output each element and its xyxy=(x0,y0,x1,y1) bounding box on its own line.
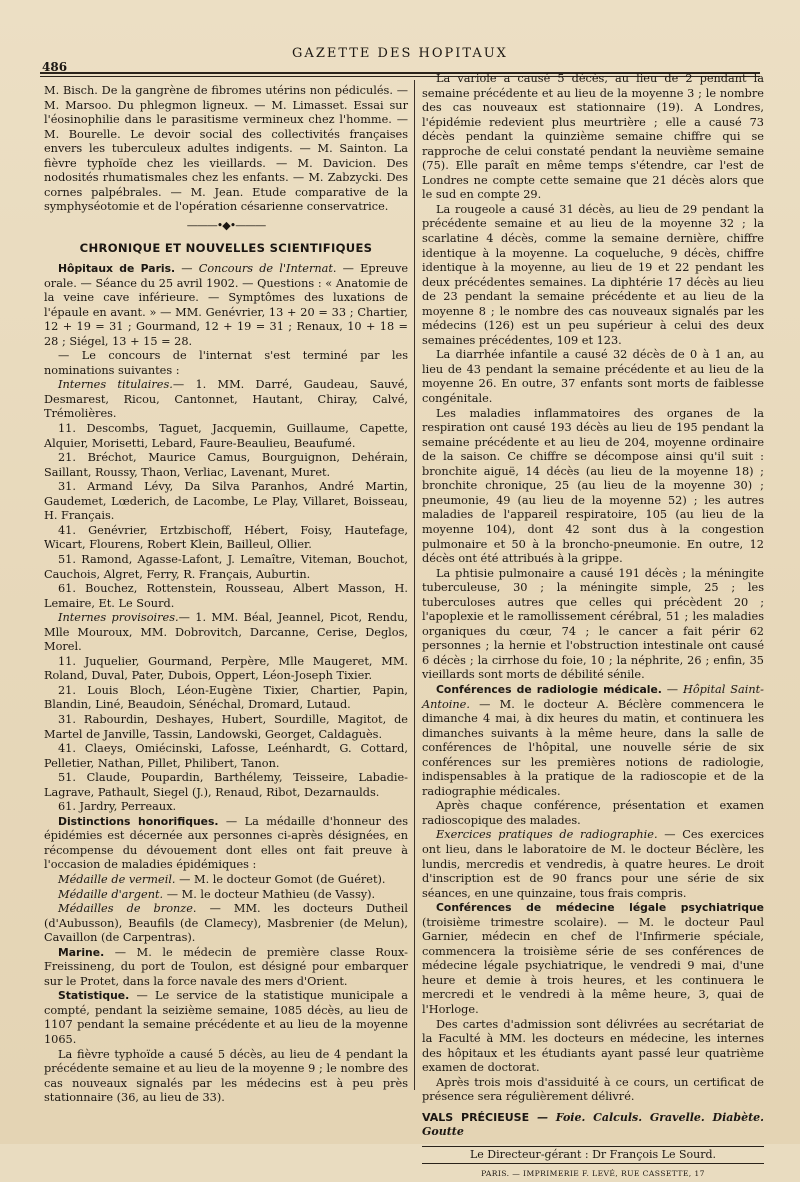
advert-title: VALS PRÉCIEUSE xyxy=(422,1110,530,1124)
list-item: 11. Juquelier, Gourmand, Perpère, Mlle Maugeret, MM. Roland, Duval, Pater, Dubois, Oppert, Léon-Joseph Tixier. xyxy=(44,654,408,683)
paragraph-marine xyxy=(44,946,408,990)
paragraph-distinctions xyxy=(44,815,408,873)
rubric-radiologie: Conférences de radiologie médicale. xyxy=(436,682,662,696)
list-item: 21. Bréchot, Maurice Camus, Bourguignon, Dehérain, Saillant, Roussy, Thaon, Verliac, Lavenant, Muret. xyxy=(44,451,408,479)
column-divider xyxy=(414,80,415,1090)
paragraph-text: — 1. MM. Darré, Gaudeau, Sauvé, Desmarest, Ricou, Cantonnet, Hautant, Chiray, Calvé, Trémolières. xyxy=(44,378,408,421)
paragraph-text: — 1. MM. Béal, Jeannel, Picot, Rendu, Mlle Mouroux, MM. Dobrovitch, Darcanne, Cerise, Deglos, Morel. xyxy=(44,611,408,654)
thesis-list: M. Bisch. De la gangrène de fibromes utérins non pédiculés. — M. Marsoo. Du phlegmon ligneux. — M. Limasset. Essai sur l'éosinophilie dans le parasitisme vermineux chez l'homme. — M. Bourelle. Le devoir social des collectivités françaises envers les tuberculeux adultes indigents. — M. Sainton. La fièvre typhoïde chez les vieillards. — M. Davicion. Des nodosités rhumatismales chez les enfants. — M. Zabzycki. Des cornes palpébrales. — M. Jean. Etude comparative de la symphyséotomie et de l'opération césarienne conservatrice. xyxy=(44,84,408,214)
rubric-psychiatrique: Conférences de médecine légale psychiatrique xyxy=(436,901,764,915)
paragraph-text: — M. le médecin de première classe Roux-Freissineng, du port de Toulon, est désigné pour embarquer sur le Protet, dans la force navale des mers d'Orient. xyxy=(44,945,409,988)
paragraph-text: — La médaille d'honneur des épidémies est décernée aux personnes ci-après désignées, en récompense du dévouement dont elles ont fait preuve à l'occasion de maladies épidémiques : xyxy=(44,814,408,872)
paragraph-psychiatrique xyxy=(422,901,764,1017)
printer-line: PARIS. — IMPRIMERIE F. LEVÉ, RUE CASSETTE, 17 xyxy=(481,1169,705,1179)
label-provisoires: Internes provisoires. xyxy=(58,611,179,625)
paragraph-text: — Epreuve orale. — Séance du 25 avril 1902. — Questions : « Anatomie de la veine cave inférieure. — Symptômes des luxations de l'épaule en avant. » — MM. Genévrier, 13 + 20 = 33 ; Chartier, 12 + 19 = 31 ; Gourmand, 12 + 19 = 31 ; Renaux, 10 + 18 = 28 ; Siégel, 13 + 15 = 28. xyxy=(44,262,409,348)
rubric-marine: Marine. xyxy=(58,945,105,959)
paragraph-nominations: — Le concours de l'internat s'est terminé par les nominations suivantes : xyxy=(44,349,408,377)
list-item: 11. Descombs, Taguet, Jacquemin, Guillaume, Capette, Alquier, Morisetti, Lebard, Faure-Beaulieu, Beaufumé. xyxy=(44,422,408,450)
section-title: CHRONIQUE ET NOUVELLES SCIENTIFIQUES xyxy=(79,241,373,256)
list-item: 61. Bouchez, Rottenstein, Rousseau, Albert Masson, H. Lemaire, Et. Le Sourd. xyxy=(44,582,408,610)
medal-label: Médailles de bronze. xyxy=(58,902,197,916)
paragraph-admission: Des cartes d'admission sont délivrées au secrétariat de la Faculté à MM. les docteurs en médecine, les internes des hôpitaux et les étudiants ayant passé leur quatrième examen de doctorat. xyxy=(422,1017,764,1075)
paragraph-text: (troisième trimestre scolaire). — M. le docteur Paul Garnier, médecin en chef de l'Infirmerie spéciale, commencera la troisième série de ses conférences de médecine légale psychiatrique, le vendredi 9 mai, d'une heure et demie à trois heures, et les continuera le mercredi et le vendredi à la même heure, 3, quai de l'Horloge. xyxy=(422,915,764,1016)
list-item: 31. Rabourdin, Deshayes, Hubert, Sourdille, Magitot, de Martel de Janville, Tassin, Landowski, Georget, Caldaguès. xyxy=(44,712,408,741)
rubric-statistique: Statistique. xyxy=(58,989,130,1003)
medal-label: Médaille de vermeil. xyxy=(58,872,176,886)
paragraph-hopitaux: Hôpitaux de Paris. — Concours de l'Internat. — Epreuve orale. — Séance du 25 avril 1902. — Questions : « Anatomie de la veine cave inférieure. — Symptômes des luxations de l'épaule en avant. » — MM. Genévrier, 13 + 20 = 33 ; Chartier, 12 + 19 = 31 ; Gourmand, 12 + 19 = 31 ; Renaux, 10 + 18 = 28 ; Siégel, 13 + 15 = 28. xyxy=(44,262,409,348)
paragraph-diarrhee: La diarrhée infantile a causé 32 décès de 0 à 1 an, au lieu de 43 pendant la semaine précédente et au lieu de la moyenne 26. En outre, 37 enfants sont morts de faiblesse congénitale. xyxy=(422,348,764,406)
paragraph-variole: La variole a causé 5 décès, au lieu de 2 pendant la semaine précédente et au lieu de la moyenne 3 ; le nombre des cas nouveaux est stationnaire (19). A Londres, l'épidémie redevient plus meurtrière ; elle a causé 73 décès pendant la quinzième semaine chiffre qui se rapproche de celui constaté pendant la neuvième semaine (75). Elle paraît en même temps s'étendre, car l'est de Londres ne compte cette semaine que 21 décès alors que le sud en compte 29. xyxy=(422,72,764,202)
advert-vals xyxy=(422,1111,764,1140)
running-title: GAZETTE DES HOPITAUX xyxy=(292,46,508,61)
rubric-hopitaux: Hôpitaux de Paris. xyxy=(58,262,176,276)
list-item: 41. Genévrier, Ertzbischoff, Hébert, Foisy, Hautefage, Wicart, Flourens, Robert Klein, Bailleul, Ollier. xyxy=(44,523,408,552)
paragraph-typhoide: La fièvre typhoïde a causé 5 décès, au lieu de 4 pendant la précédente semaine et au lieu de la moyenne 9 ; le nombre des cas nouveaux signalés par les médecins est à peu près stationnaire (36, au lieu de 33). xyxy=(44,1047,408,1105)
rubric-distinctions: Distinctions honorifiques. xyxy=(58,814,219,828)
paragraph-provisoires xyxy=(44,611,408,655)
list-item: 41. Claeys, Omiécinski, Lafosse, Leénhardt, G. Cottard, Pelletier, Nathan, Pillet, Philibert, Tanon. xyxy=(44,742,408,770)
paragraph-text: — M. le docteur Mathieu (de Vassy). xyxy=(166,887,376,901)
list-item: 21. Louis Bloch, Léon-Eugène Tixier, Chartier, Papin, Blandin, Liné, Beaudoin, Sénéchal, Dromard, Lutaud. xyxy=(44,683,408,712)
label-titulaires: Internes titulaires. xyxy=(58,378,173,392)
paragraph-text: — MM. les docteurs Dutheil (d'Aubusson), Beaufils (de Clamecy), Masbrenier (de Melun), Cavaillon (de Carpentras). xyxy=(44,902,409,945)
paragraph-titulaires xyxy=(44,378,408,422)
medal-vermeil xyxy=(44,873,408,888)
page-number: 486 xyxy=(42,60,68,74)
right-column xyxy=(422,72,764,1182)
list-item: 51. Ramond, Agasse-Lafont, J. Lemaître, Viteman, Bouchot, Cauchois, Algret, Ferry, R. Français, Auburtin. xyxy=(44,552,408,581)
paragraph-exercices xyxy=(422,828,764,901)
advert-text: — Foie. Calculs. Gravelle. Diabète. Goutte xyxy=(422,1110,764,1139)
paragraph-presentation: Après chaque conférence, présentation et examen radioscopique des malades. xyxy=(422,799,764,827)
paragraph-respiration: Les maladies inflammatoires des organes de la respiration ont causé 193 décès au lieu de 195 pendant la semaine précédente et au lieu de 204, moyenne ordinaire de la saison. Ce chiffre se décompose ainsi qu'il suit : bronchite aiguë, 14 décès (au lieu de la moyenne 18) ; bronchite chronique, 25 (au lieu de la moyenne 30) ; pneumonie, 49 (au lieu de la moyenne 52) ; les autres maladies de l'appareil respiratoire, 105 (au lieu de la moyenne 104), dont 42 sont dus à la congestion pulmonaire et 50 à la broncho-pneumonie. En outre, 12 décès ont été attribués à la grippe. xyxy=(422,406,764,566)
paragraph-rougeole: La rougeole a causé 31 décès, au lieu de 29 pendant la précédente semaine et au lieu de la moyenne 32 ; la scarlatine 4 décès, comme la semaine dernière, chiffre identique à la moyenne. La coqueluche, 9 décès, chiffre identique à la moyenne, au lieu de 19 et 22 pendant les deux précédentes semaines. La diphtérie 17 décès au lieu de 23 pendant la semaine précédente et au lieu de la moyenne 8 ; le nombre des cas nouveaux signalés par les médecins (126) est un peu supérieur à celui des deux semaines précédentes, 109 et 123. xyxy=(422,202,764,347)
paragraph-radiologie: Conférences de radiologie médicale. — Hôpital Saint-Antoine. — M. le docteur A. Béclère commencera le dimanche 4 mai, à dix heures du matin, et continuera les dimanches suivants à la même heure, dans la salle de conférences de l'hôpital, une nouvelle série de six conférences sur les premières notions de radiologie, indispensables à la pratique de la radioscopie et de la radiographie médicales. xyxy=(422,682,764,798)
ornament-divider: ———•◆•——— xyxy=(186,218,266,232)
paragraph-phtisie: La phtisie pulmonaire a causé 191 décès ; la méningite tuberculeuse, 30 ; la méningite simple, 25 ; les tuberculoses autres que celles qui précèdent 20 ; l'apoplexie et le ramollissement cérébral, 51 ; les maladies organiques du cœur, 74 ; le cancer a fait périr 62 personnes ; la hernie et l'obstruction intestinale ont causé 6 décès ; la cirrhose du foie, 10 ; la néphrite, 26 ; enfin, 35 vieillards sont morts de débilité sénile. xyxy=(422,566,764,682)
paragraph-text: — Ces exercices ont lieu, dans le laboratoire de M. le docteur Béclère, les lundis, mercredis et vendredis, à quatre heures. Le droit d'inscription est de 90 francs pour une série de six séances, en une quinzaine, tous frais compris. xyxy=(422,828,765,900)
paragraph-text: — M. le docteur Gomot (de Guéret). xyxy=(179,872,386,886)
paragraph-statistique xyxy=(44,989,408,1047)
list-item: 31. Armand Lévy, Da Silva Paranhos, André Martin, Gaudemet, Lœderich, de Lacombe, Le Play, Villaret, Boisseau, H. Français. xyxy=(44,480,408,523)
list-item: 61. Jardry, Perreaux. xyxy=(58,800,177,814)
rubric-saint-antoine: Hôpital Saint-Antoine. xyxy=(422,682,764,711)
paragraph-text: — Le service de la statistique municipale a compté, pendant la seizième semaine, 1085 décès, au lieu de 1107 pendant la semaine précédente et au lieu de la moyenne 1065. xyxy=(44,989,408,1046)
left-column xyxy=(44,84,408,1106)
rubric-internat: Concours de l'Internat. xyxy=(198,262,337,276)
paragraph-certificat: Après trois mois d'assiduité à ce cours, un certificat de présence sera régulièrement délivré. xyxy=(422,1075,764,1104)
medal-argent xyxy=(44,888,408,903)
label-exercices: Exercices pratiques de radiographie. xyxy=(436,828,658,842)
medal-label: Médaille d'argent. xyxy=(58,887,164,901)
medal-bronze xyxy=(44,902,408,946)
list-item: 51. Claude, Poupardin, Barthélemy, Teisseire, Labadie-Lagrave, Pathault, Siegel (J.), Renaud, Ribot, Dezarnaulds. xyxy=(44,771,408,799)
paragraph-text: — M. le docteur A. Béclère commencera le dimanche 4 mai, à dix heures du matin, et continuera les dimanches suivants à la même heure, dans la salle de conférences de l'hôpital, une nouvelle série de six conférences sur les premières notions de radiologie, indispensables à la pratique de la radioscopie et de la radiographie médicales. xyxy=(422,697,764,798)
director-line: Le Directeur-gérant : Dr François Le Sourd. xyxy=(422,1146,764,1165)
